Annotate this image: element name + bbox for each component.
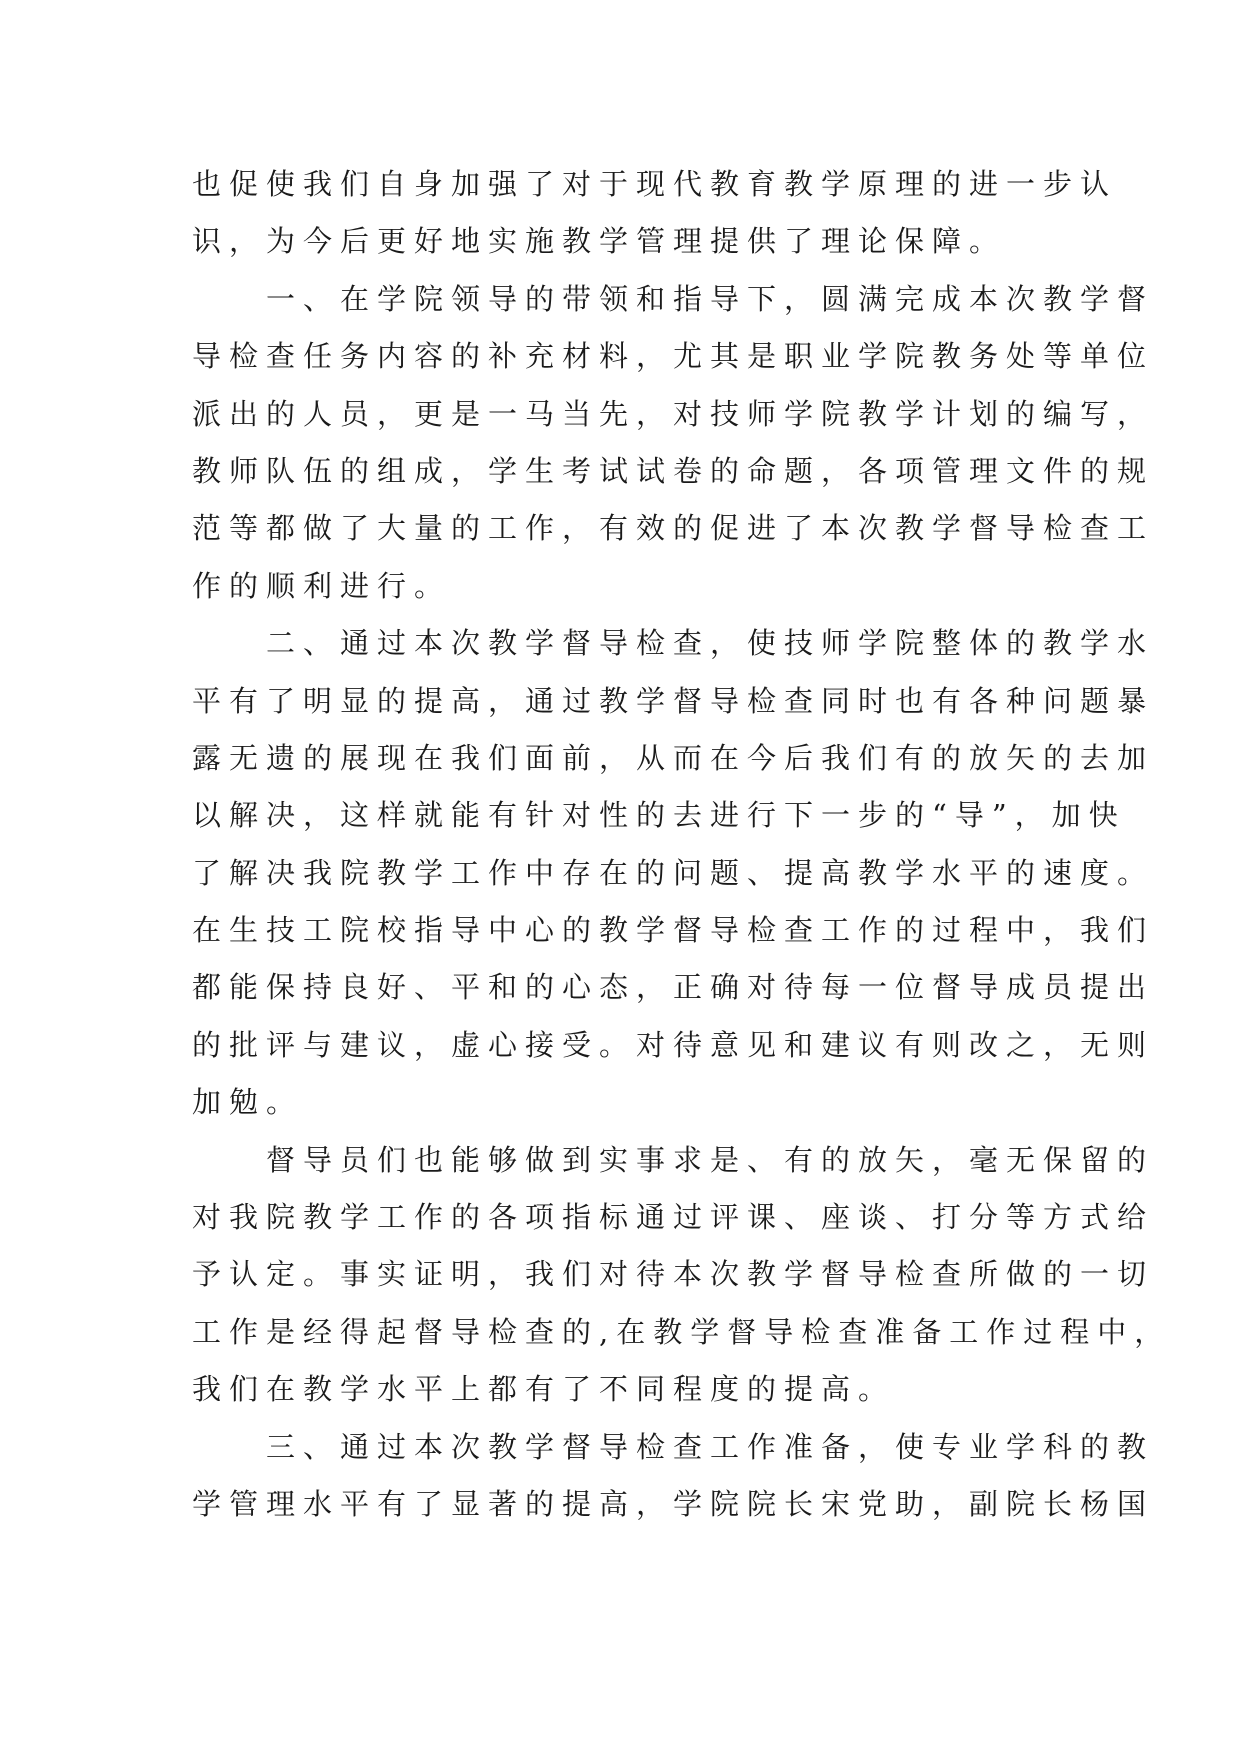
- text-line: 三、通过本次教学督导检查工作准备，使专业学科的教: [192, 1429, 1155, 1464]
- text-line: 了解决我院教学工作中存在的问题、提高教学水平的速度。: [192, 855, 1155, 890]
- text-line: 学管理水平有了显著的提高，学院院长宋党助，副院长杨国: [192, 1486, 1155, 1521]
- text-line: 平有了明显的提高，通过教学督导检查同时也有各种问题暴: [192, 683, 1155, 718]
- body-text: [192, 156, 1172, 1533]
- text-line: 派出的人员，更是一马当先，对技师学院教学计划的编写，: [192, 396, 1155, 431]
- text-line: 露无遗的展现在我们面前，从而在今后我们有的放矢的去加: [192, 740, 1155, 775]
- text-line: 我们在教学水平上都有了不同程度的提高。: [192, 1372, 896, 1407]
- text-line: 范等都做了大量的工作，有效的促进了本次教学督导检查工: [192, 511, 1155, 546]
- text-line: 都能保持良好、平和的心态，正确对待每一位督导成员提出: [192, 970, 1155, 1005]
- text-line: 也促使我们自身加强了对于现代教育教学原理的进一步认: [192, 167, 1118, 201]
- text-line: 一、在学院领导的带领和指导下，圆满完成本次教学督: [192, 281, 1155, 316]
- text-line: 对我院教学工作的各项指标通过评课、座谈、打分等方式给: [192, 1200, 1155, 1235]
- text-line: 导检查任务内容的补充材料，尤其是职业学院教务处等单位: [192, 339, 1155, 374]
- text-line: 督导员们也能够做到实事求是、有的放矢，毫无保留的: [192, 1142, 1155, 1177]
- text-line: 识，为今后更好地实施教学管理提供了理论保障。: [192, 224, 1007, 259]
- text-line: 工作是经得起督导检查的,在教学督导检查准备工作过程中，: [192, 1314, 1172, 1349]
- text-line: 予认定。事实证明，我们对待本次教学督导检查所做的一切: [192, 1257, 1155, 1292]
- text-line: 加勉。: [192, 1085, 304, 1120]
- text-line: 的批评与建议，虚心接受。对待意见和建议有则改之，无则: [192, 1027, 1155, 1062]
- text-line: 以解决，这样就能有针对性的去进行下一步的“导”，加快: [192, 798, 1126, 833]
- text-line: 作的顺利进行。: [192, 568, 452, 603]
- text-line: 二、通过本次教学督导检查，使技师学院整体的教学水: [192, 626, 1155, 661]
- text-line: 在生技工院校指导中心的教学督导检查工作的过程中，我们: [192, 913, 1155, 948]
- text-line: 教师队伍的组成，学生考试试卷的命题，各项管理文件的规: [192, 453, 1155, 488]
